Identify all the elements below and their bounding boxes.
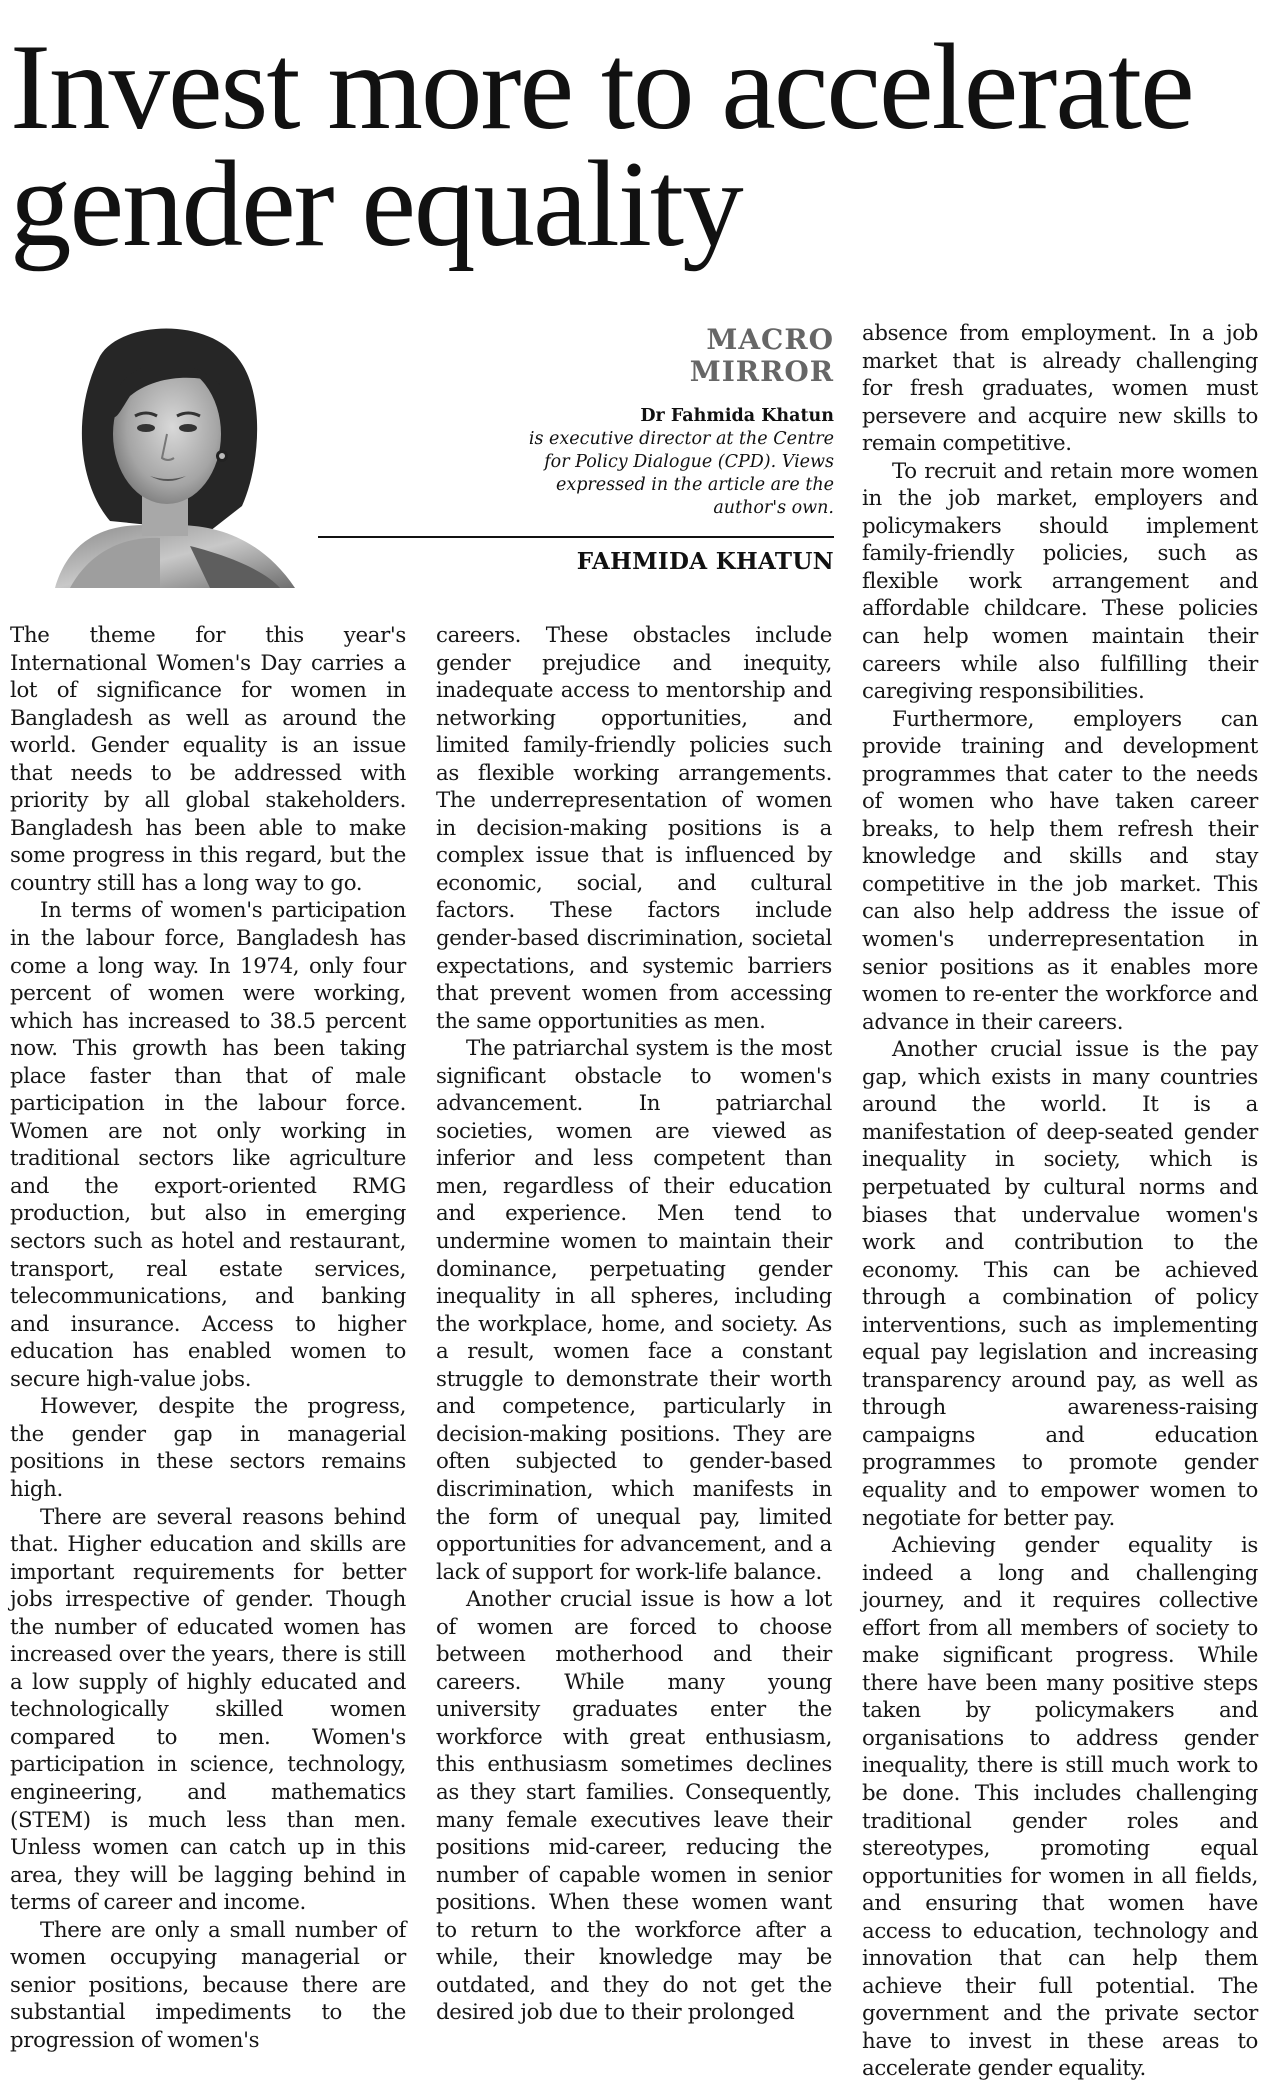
paragraph: The patriarchal system is the most significant obstacle to women's advancement. In patriarchal societies, women are viewed as inferior and less competent than men, regardless of their education and experience. Men tend to undermine women to maintain their dominance, perpetuating gender inequality in all spheres, including the workplace, home, and society. As a result, women face a constant struggle to demonstrate their worth and competence, particularly in decision-making positions. They are often subjected to gender-based discrimination, which manifests in the form of unequal pay, limited opportunities for advancement, and a lack of support for work-life balance.	[436, 1036, 832, 1585]
paragraph: There are only a small number of women occupying managerial or senior positions, because there are substantial impediments to the progression of women's	[10, 1917, 406, 2053]
author-bio: is executive director at the Centre for Policy Dialogue (CPD). Views expressed in the article are the author's own.	[528, 429, 834, 518]
headline: Invest more to accelerate gender equality	[10, 18, 1193, 272]
paragraph: absence from employment. In a job market that is already challenging for fresh graduates, women must persevere and acquire new skills to remain competitive.	[862, 321, 1258, 457]
paragraph: Another crucial issue is the pay gap, which exists in many countries around the world. It is a manifestation of deep-seated gender inequality in society, which is perpetuated by cultural norms and biases that undervalue women's work and contribution to the economy. This can be achieved through a combination of policy interventions, such as implementing equal pay legislation and increasing transparency around pay, as well as through awareness-raising campaigns and education programmes to promote gender equality and to empower women to negotiate for better pay.	[862, 1037, 1258, 1531]
author-photo	[10, 316, 310, 588]
paragraph: To recruit and retain more women in the job market, employers and policymakers should implement family-friendly policies, such as flexible work arrangement and affordable childcare. These policies can help women maintain their careers while also fulfilling their caregiving responsibilities.	[862, 458, 1258, 705]
author-note	[520, 405, 834, 520]
byline: FAHMIDA KHATUN	[576, 548, 834, 575]
paragraph: Furthermore, employers can provide training and development programmes that cater to the needs of women who have taken career breaks, to help them refresh their knowledge and skills and stay competitive in the job market. This can also help address the issue of women's underrepresentation in senior positions as it enables more women to re-enter the workforce and advance in their careers.	[862, 706, 1258, 1035]
article-column-3	[862, 320, 1258, 2083]
article-column-1	[10, 622, 406, 2054]
byline-divider	[318, 536, 834, 538]
paragraph: Achieving gender equality is indeed a long and challenging journey, and it requires collective effort from all members of society to make significant progress. While there have been many positive steps taken by policymakers and organisations to address gender inequality, there is still much work to be done. This includes challenging traditional gender roles and stereotypes, promoting equal opportunities for women in all fields, and ensuring that women have access to education, technology and innovation that can help them achieve their full potential. The government and the private sector have to invest in these areas to accelerate gender equality.	[862, 1533, 1258, 2082]
paragraph: However, despite the progress, the gender gap in managerial positions in these sectors remains high.	[10, 1394, 406, 1502]
article-column-2	[436, 622, 832, 2027]
paragraph: Another crucial issue is how a lot of women are forced to choose between motherhood and their careers. While many young university graduates enter the workforce with great enthusiasm, this enthusiasm sometimes declines as they start families. Consequently, many female executives leave their positions mid-career, reducing the number of capable women in senior positions. When these women want to return to the workforce after a while, their knowledge may be outdated, and they do not get the desired job due to their prolonged	[436, 1587, 832, 2026]
author-name: Dr Fahmida Khatun	[640, 406, 834, 426]
paragraph: In terms of women's participation in the labour force, Bangladesh has come a long way. In 1974, only four percent of women were working, which has increased to 38.5 percent now. This growth has been taking place faster than that of male participation in the labour force. Women are not only working in traditional sectors like agriculture and the export-oriented RMG production, but also in emerging sectors such as hotel and restaurant, transport, real estate services, telecommunications, and banking and insurance. Access to higher education has enabled women to secure high-value jobs.	[10, 898, 406, 1392]
author-portrait-image	[10, 316, 310, 588]
paragraph: There are several reasons behind that. Higher education and skills are important requirements for better jobs irrespective of gender. Though the number of educated women has increased over the years, there is still a low supply of highly educated and technologically skilled women compared to men. Women's participation in science, technology, engineering, and mathematics (STEM) is much less than men. Unless women can catch up in this area, they will be lagging behind in terms of career and income.	[10, 1504, 406, 1916]
paragraph: careers. These obstacles include gender prejudice and inequity, inadequate access to mentorship and networking opportunities, and limited family-friendly policies such as flexible working arrangements. The underrepresentation of women in decision-making positions is a complex issue that is influenced by economic, social, and cultural factors. These factors include gender-based discrimination, societal expectations, and systemic barriers that prevent women from accessing the same opportunities as men.	[436, 623, 832, 1034]
column-name: MACRO MIRROR	[689, 323, 834, 388]
paragraph: The theme for this year's International Women's Day carries a lot of significance for women in Bangladesh as well as around the world. Gender equality is an issue that needs to be addressed with priority by all global stakeholders. Bangladesh has been able to make some progress in this regard, but the country still has a long way to go.	[10, 623, 406, 896]
